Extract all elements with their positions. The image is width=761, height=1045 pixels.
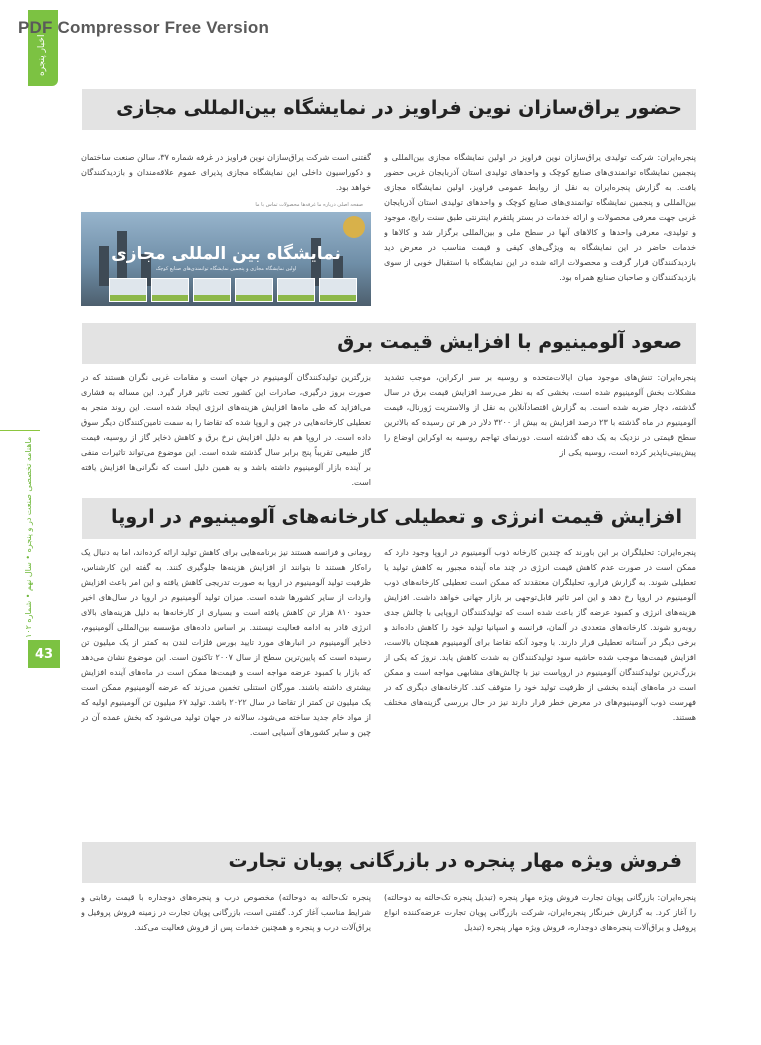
- expo-card: [109, 278, 147, 302]
- section-3-left-column: [81, 545, 371, 840]
- section-3-right-column: [384, 545, 696, 840]
- section-2-left-text: بزرگترین تولیدکنندگان آلومینیوم در جهان است و مقامات غربی نگران هستند که در صورت بروز درگیری، صادرات این کشور تحت تاثیر قرار گیرد. این مساله به فشاری می‌افزاید که طی ماه‌ها افزایش هزینه‌های انرژی ایجاد شده است. این روند منجر به تعطیلی کارخانه‌هایی در چین و اروپا شده که تقاضا را به سمت تامین‌کنندگان دیگر سوق داده است. در اروپا هم به دلیل افزایش نرخ برق و کاهش ذخایر گاز از روسیه، قیمت گاز طبیعی تقریباً پنج برابر سال گذشته شده است. این موضوع می‌تواند تاثیرات منفی بر آینده بازار آلومینیوم داشته باشد و به همین دلیل است که نگرانی‌ها افزایش یافته است.: [81, 372, 371, 487]
- page-number: 43: [28, 640, 60, 668]
- expo-image-title: نمایشگاه بین المللی مجازی: [111, 244, 341, 264]
- section-1-left-column: [81, 150, 371, 195]
- side-issue-text: ماهنامه تخصصی صنعت در و پنجره • سال نهم • شماره ۱۰۲: [24, 436, 33, 638]
- section-4-header: [82, 842, 696, 883]
- section-3-title: افزایش قیمت انرژی و تعطیلی کارخانه‌های آلومینیوم در اروپا: [111, 506, 682, 528]
- expo-website-image: [81, 200, 371, 306]
- expo-card: [319, 278, 357, 302]
- section-1-right-text: پنجره‌ایران: شرکت تولیدی یراق‌سازان نوین فراویز در اولین نمایشگاه مجازی بین‌المللی و پنجمین نمایشگاه توانمندی‌های صنایع کوچک و واحدهای تولیدی استان آذربایجان غربی حضور یافت. به گزارش پنجره‌ایران به نقل از روابط عمومی فراویز، اولین نمایشگاه مجازی بین‌المللی و پنجمین نمایشگاه توانمندی‌های صنایع کوچک و واحدهای تولیدی استان آذربایجان غربی جهت معرفی محصولات و ارائه خدمات در بستر پلتفرم اینترنتی طبق سنت رایج، موجود و تولیدی، معرفی واحدها و کالاهای آنها در سطح ملی و بین‌المللی برگزار شد و کالاها و خدمات حاضر در این نمایشگاه به ویژگی‌های کیفی و قیمت مناسب در معرض دید بازدیدکنندگان قرار گرفت و محصولات ارائه شده در این نمایشگاه با استقبال خوبی از سوی بازدیدکنندگان و صاحبان صنایع همراه بود.: [384, 152, 696, 282]
- expo-image-subtitle: اولین نمایشگاه مجازی و پنجمین نمایشگاه توانمندی‌های صنایع کوچک: [155, 266, 297, 272]
- section-2-header: [82, 323, 696, 364]
- section-1-title: حضور یراق‌سازان نوین فراویز در نمایشگاه بین‌المللی مجازی: [116, 97, 682, 119]
- section-3-left-text: رومانی و فرانسه هستند نیز برنامه‌هایی برای کاهش تولید ارائه کرده‌اند، اما به دنبال یک راه‌کار هستند تا بتوانند از افزایش هزینه‌ها جلوگیری کنند. به گفته این کارشناس، ظرفیت تولید آلومینیوم در اروپا به صورت تدریجی کاهش یافته و این امر باعث افزایش واردات از سایر کشورها شده است. میزان تولید آلومینیوم در اروپا در سال‌های اخیر حدود ۸۱۰ هزار تن کاهش یافته است و بسیاری از کارخانه‌ها به دلیل هزینه‌های بالای انرژی قادر به ادامه فعالیت نیستند. بر اساس داده‌های مؤسسه بین‌المللی آلومینیوم، ذخایر آلومینیوم در انبارهای مورد تایید بورس فلزات لندن به کمتر از یک میلیون تن رسیده است که پایین‌ترین سطح از سال ۲۰۰۷ تاکنون است. این موضوع نشان می‌دهد که بازار با کمبود عرضه مواجه است و قیمت‌ها ممکن است در ماه‌های آینده افزایش بیشتری داشته باشند. مورگان استنلی تخمین می‌زند که عرضه آلومینیوم ممکن است یک میلیون تن کمتر از تقاضا در سال ۲۰۲۲ باشد. تولید ۶۷ میلیون تن آلومینیوم اولیه که از مواد خام جدید ساخته می‌شود، سالانه در جهان تولید می‌شود که بخش عمده آن در چین و سایر کشورهای آسیایی است.: [81, 547, 371, 737]
- expo-nav-text: صفحه اصلی درباره ما غرفه‌ها محصولات تماس با ما: [255, 202, 363, 208]
- section-2-right-text: پنجره‌ایران: تنش‌های موجود میان ایالات‌متحده و روسیه بر سر ارکراین، موجب تشدید مشکلات بخش آلومینیوم شده است، بخشی که به نظر می‌رسد افزایش قیمت برق در سال گذشته، دچار ضربه شده است. به گزارش اقتصادآنلاین به نقل از والاستریت ژورنال، قیمت آلومینیوم در ماه گذشته با ۲۳ درصد افزایش به بیش از ۳۲۰۰ دلار در هر تن رسیده که بالاترین سطح قیمتی در نزدیک به یک دهه گذشته است. دورنمای تهاجم روسیه به اوکراین اوضاع را پیش‌بینی‌ناپذیر کرده است، روسیه یکی از: [384, 372, 696, 457]
- section-4-left-column: [81, 890, 371, 955]
- expo-logo-icon: [343, 216, 365, 238]
- section-2-title: صعود آلومینیوم با افزایش قیمت برق: [337, 331, 682, 353]
- section-1-header: [82, 89, 696, 130]
- section-1-left-text: گفتنی است شرکت یراق‌سازان نوین فراویز در غرفه شماره ۳۷، سالن صنعت ساختمان و دکوراسیون داخلی این نمایشگاه مجازی پذیرای عموم علاقه‌مندان و بازدیدکنندگان خواهد بود.: [81, 152, 371, 192]
- expo-card: [235, 278, 273, 302]
- expo-card: [193, 278, 231, 302]
- section-3-right-text: پنجره‌ایران: تحلیلگران بر این باورند که چندین کارخانه ذوب آلومینیوم در اروپا وجود دارد که ممکن است در صورت عدم کاهش قیمت انرژی در چند ماه آینده مجبور به کاهش تولید یا تعطیلی شوند. به گزارش فرارو، تحلیلگران معتقدند که ممکن است تعطیلی کارخانه‌های ذوب آلومینیوم در اروپا رخ دهد و این امر تاثیر قابل‌توجهی بر بازار جهانی خواهد داشت. افزایش هزینه‌های انرژی و کمبود عرضه گاز باعث شده است که تولیدکنندگان اروپایی با چالش جدی روبه‌رو شوند. کارخانه‌های متعددی در آلمان، فرانسه و اسپانیا تولید خود را کاهش داده‌اند و برخی دیگر در آستانه تعطیلی قرار دارند. با وجود آنکه تقاضا برای آلومینیوم همچنان بالاست، افزایش قیمت‌ها موجب شده حاشیه سود تولیدکنندگان به شدت کاهش یابد. نروژ که یکی از بزرگ‌ترین تولیدکنندگان آلومینیوم در اروپاست نیز با چالش‌های مشابهی مواجه است و ممکن است در ماه‌های آینده بخشی از ظرفیت تولید خود را متوقف کند. کارخانه‌های دیگری که در فهرست ذوب آلومینیوم‌های در معرض خطر قرار دارند نیز در حال بررسی گزینه‌های مختلف هستند.: [384, 547, 696, 722]
- expo-card: [277, 278, 315, 302]
- section-3-header: [82, 498, 696, 539]
- section-4-title: فروش ویژه مهار پنجره در بازرگانی پویان تجارت: [228, 850, 682, 872]
- section-4-left-text: پنجره تک‌حالته به دوحالته) مخصوص درب و پنجره‌های دوجداره با قیمت رقابتی و شرایط مناسب آغاز کرد. گفتنی است، بازرگانی پویان تجارت در زمینه فروش پروفیل و یراق‌آلات درب و پنجره و همچنین خدمات پس از فروش فعالیت می‌کند.: [81, 892, 371, 932]
- section-4-right-column: [384, 890, 696, 955]
- section-1-right-column: [384, 150, 696, 335]
- section-2-right-column: [384, 370, 696, 495]
- expo-card: [151, 278, 189, 302]
- expo-nav-bar: [81, 200, 371, 212]
- watermark-text: PDF Compressor Free Version: [18, 18, 270, 37]
- section-4-right-text: پنجره‌ایران: بازرگانی پویان تجارت فروش ویژه مهار پنجره (تبدیل پنجره تک‌حالته به دوحالته) را آغاز کرد. به گزارش خبرنگار پنجره‌ایران، شرکت بازرگانی پویان تجارت عرضه‌کننده انواع پروفیل و یراق‌آلات پنجره‌های دوجداره، فروش ویژه مهار پنجره (تبدیل: [384, 892, 696, 932]
- section-2-left-column: [81, 370, 371, 495]
- section-tab-label: اخبار پنجره: [37, 34, 47, 76]
